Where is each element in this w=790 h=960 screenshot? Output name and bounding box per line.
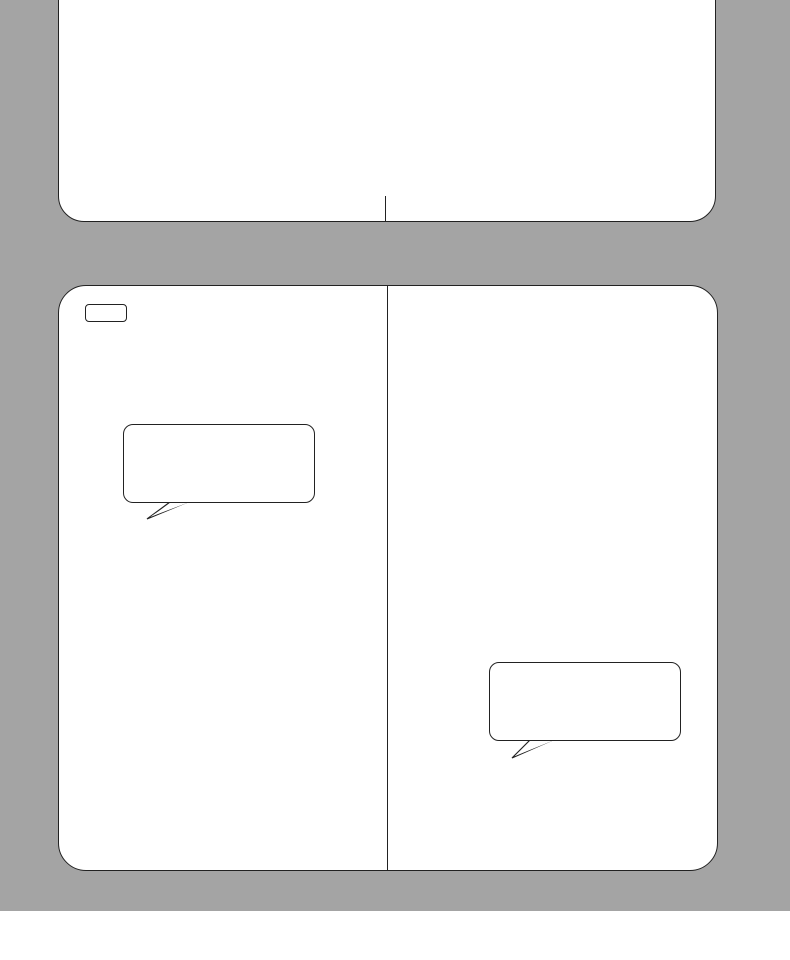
right-note-bubble <box>489 662 681 741</box>
